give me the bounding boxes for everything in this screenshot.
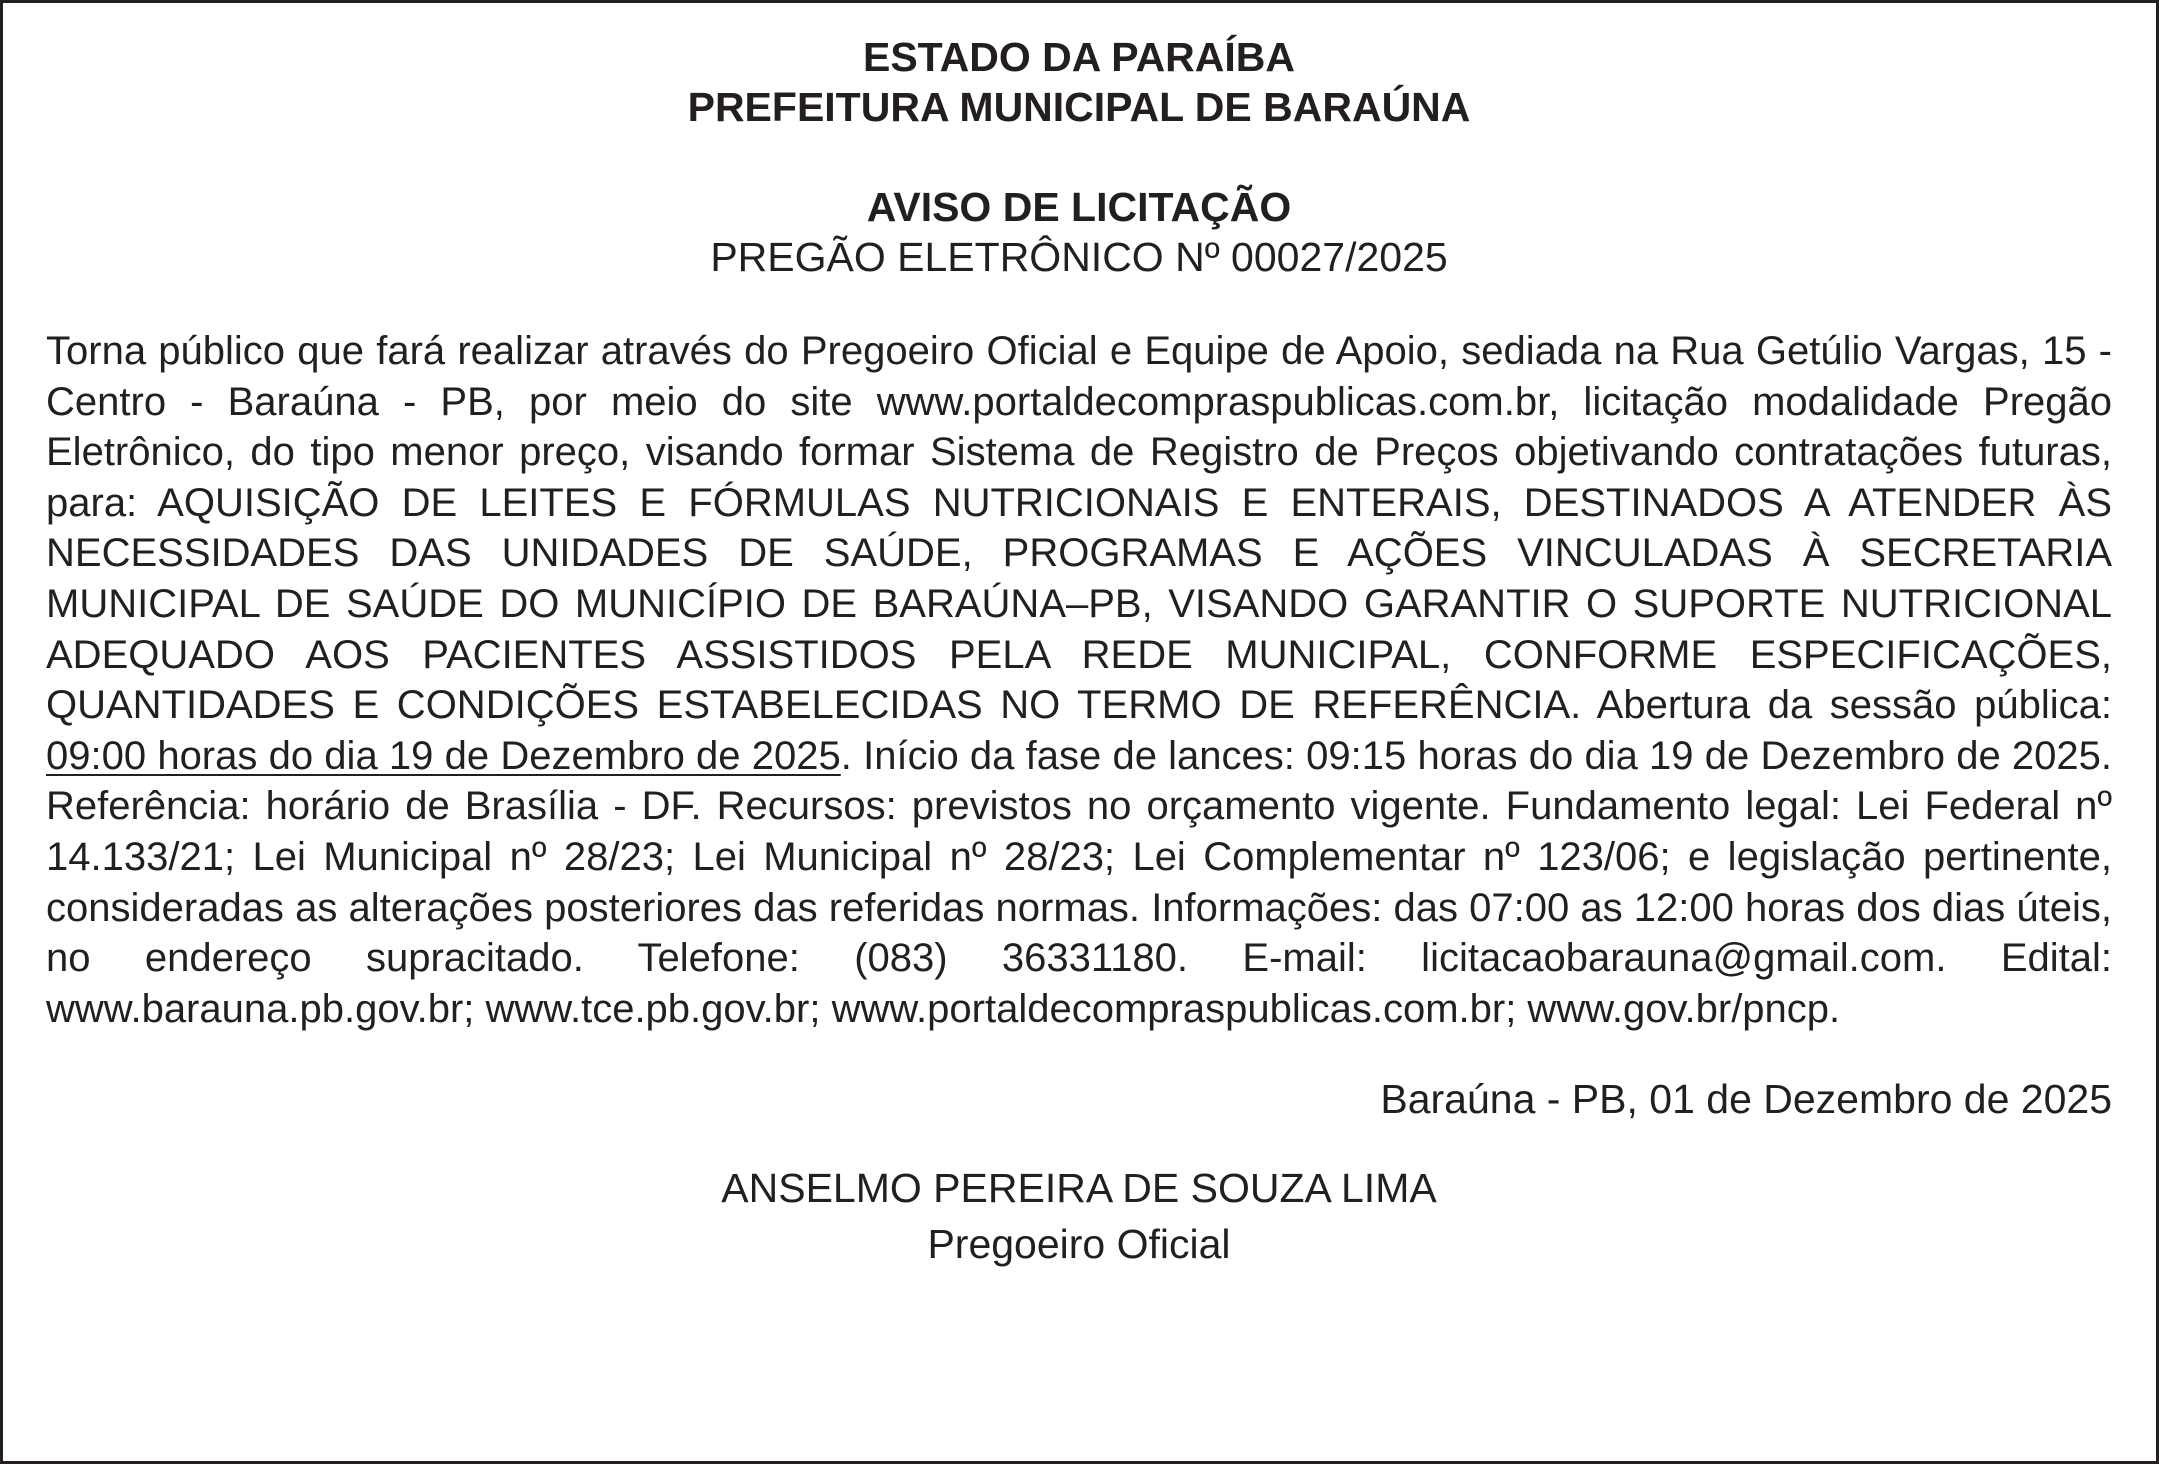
opening-datetime: 09:00 horas do dia 19 de Dezembro de 2025 — [46, 733, 841, 778]
state-heading: ESTADO DA PARAÍBA — [862, 34, 1296, 80]
signature-block — [46, 1160, 2112, 1272]
body-intro: Torna público que fará realizar através do Pregoeiro Oficial e Equipe de Apoio, sediada na Rua Getúlio Vargas, 15 - Centro - Baraúna - PB, por meio do site www.portaldecompraspublicas.com.br, licitação modalidade Pregão Eletrônico, do tipo menor preço, visando formar Sistema de Registro de Preços objetivando contratações futuras, para: AQUISIÇÃO DE LEITES E FÓRMULAS NUTRICIONAIS E ENTERAIS, DESTINADOS A ATENDER ÀS NECESSIDADES DAS UNIDADES DE SAÚDE, PROGRAMAS E AÇÕES VINCULADAS À SECRETARIA MUNICIPAL DE SAÚDE DO MUNICÍPIO DE BARAÚNA–PB, VISANDO GARANTIR O SUPORTE NUTRICIONAL ADEQUADO AOS PACIENTES ASSISTIDOS PELA REDE MUNICIPAL, CONFORME ESPECIFICAÇÕES, QUANTIDADES E CONDIÇÕES ESTABELECIDAS NO TERMO DE REFERÊNCIA. Abertura da sessão pública: — [46, 329, 2112, 728]
signer-name: ANSELMO PEREIRA DE SOUZA LIMA — [721, 1165, 1437, 1212]
notice-body — [46, 326, 2112, 1034]
body-details: . Início da fase de lances: 09:15 horas do dia 19 de Dezembro de 2025. Referência: horário de Brasília - DF. Recursos: previstos no orçamento vigente. Fundamento legal: Lei Federal nº 14.133/21; Lei Municipal nº 28/23; Lei Municipal nº 28/23; Lei Complementar nº 123/06; e legislação pertinente, consideradas as alterações posteriores das referidas normas. Informações: das 07:00 as 12:00 horas dos dias úteis, no endereço supracitado. Telefone: (083) 36331180. E-mail: licitacaobarauna@gmail.com. Edital: www.barauna.pb.gov.br; www.tce.pb.gov.br; www.portaldecompraspublicas.com.br; www.gov.br/pncp. — [46, 733, 2113, 1031]
notice-content — [46, 32, 2112, 1272]
prefecture-heading: PREFEITURA MUNICIPAL DE BARAÚNA — [687, 84, 1471, 130]
notice-title: AVISO DE LICITAÇÃO — [866, 184, 1292, 230]
place-and-date: Baraúna - PB, 01 de Dezembro de 2025 — [1380, 1076, 2112, 1123]
signer-role: Pregoeiro Oficial — [927, 1221, 1231, 1268]
process-number: PREGÃO ELETRÔNICO Nº 00027/2025 — [710, 234, 1448, 280]
